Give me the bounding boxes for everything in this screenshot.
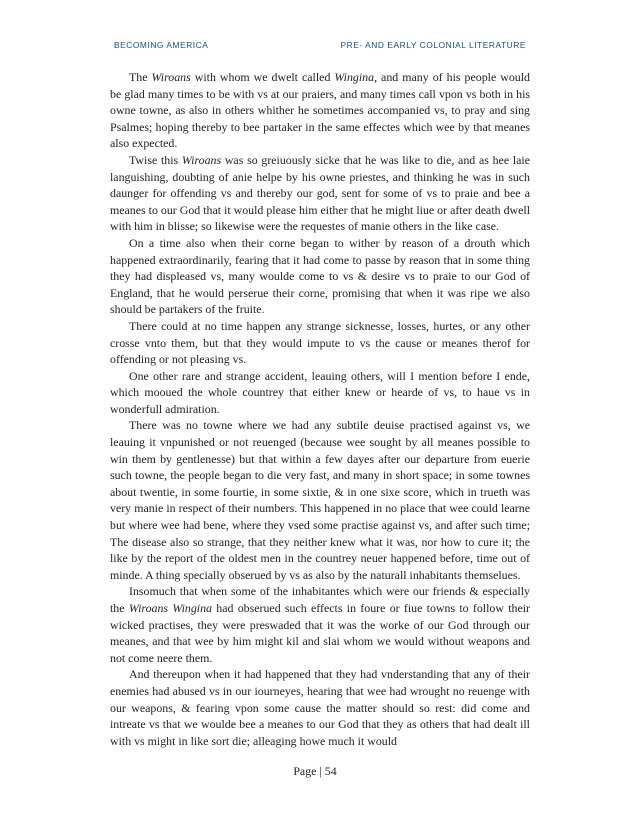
header-book-title: BECOMING AMERICA bbox=[114, 40, 209, 50]
text-run: The bbox=[129, 70, 152, 84]
text-run: One other rare and strange accident, leauing others, will I mention before I ende, which mooued the whole countrey that either knew or hearde of vs, to haue vs in wonderfull admiration. bbox=[110, 368, 530, 416]
italic-text: Wingina bbox=[334, 70, 375, 84]
text-run: There was no towne where we had any subtile deuise practised against vs, we leauing it vnpunished or not reuenged (because wee sought by all meanes possible to win them by gentlenesse) but that within a few dayes after our departure from euerie such towne, the people began to die very fast, and many in short space; in some townes about twentie, in some fourtie, in some sixtie, & in one sixe score, which in trueth was very manie in respect of their numbers. This happened in no place that wee could learne but where wee had bene, where they vsed some practise against vs, and after such time; The disease also so strange, that they neither knew what it was, nor how to cure it; the like by the report of the oldest men in the countrey neuer happened before, time out of minde. A thing specially obserued by vs as also by the naturall inhabitants themselues. bbox=[110, 418, 530, 582]
paragraph bbox=[110, 69, 530, 152]
text-run: , and many of his people would be glad many times to be with vs at our praiers, and many times call vpon vs both in his owne towne, as also in others whither he sometimes accompanied vs, to pray and sing Psalmes; hoping thereby to bee partaker in the same effectes which wee by that meanes also expected. bbox=[110, 70, 530, 151]
paragraph bbox=[110, 417, 530, 583]
page-footer bbox=[0, 764, 630, 779]
page-label: Page bbox=[293, 764, 317, 778]
italic-text: Wiroans bbox=[181, 152, 222, 167]
paragraph bbox=[110, 235, 530, 318]
page-number: 54 bbox=[324, 764, 337, 778]
body-text bbox=[110, 69, 530, 749]
text-run: Insomuch that when some of the inhabitantes which were our friends & especially the bbox=[110, 584, 530, 615]
text-run: had obserued such effects in foure or fiue towns to follow their wicked practises, they were preswaded that it was the worke of our God through our meanes, and that wee by him might kil and slai whom we would without weapons and not come neere them. bbox=[110, 601, 531, 665]
text-run: And thereupon when it had happened that they had vnderstanding that any of their enemies had abused vs in our iourneyes, hearing that wee had wrought no reuenge with our weapons, & fearing vpon some cause the matter should so rest: did come and intreate vs that we woulde bee a meanes to our God that they as others that had dealt ill with vs might in like sort die; alleaging howe much it would bbox=[110, 667, 530, 748]
paragraph bbox=[110, 583, 530, 666]
running-header bbox=[114, 40, 526, 50]
text-run: There could at no time happen any strange sicknesse, losses, hurtes, or any other crosse vnto them, but that they would impute to vs the cause or meanes therof for offending or not pleasing vs. bbox=[110, 318, 530, 367]
text-run: was so greiuously sicke that he was like to die, and as hee laie languishing, doubting of anie helpe by his owne priestes, and thinking he was in such daunger for offending vs and thereby our god, sent for some of vs to praie and bee a meanes to our God that it would please him either that he might liue or after death dwell with him in blisse; so likewise were the requestes of manie others in the like case. bbox=[110, 152, 530, 234]
paragraph bbox=[110, 318, 530, 368]
italic-text: Wiroans Wingina bbox=[128, 601, 212, 615]
header-section-title: PRE- AND EARLY COLONIAL LITERATURE bbox=[340, 40, 526, 50]
page-separator: | bbox=[319, 764, 322, 778]
italic-text: Wiroans bbox=[151, 70, 191, 84]
paragraph bbox=[110, 152, 530, 235]
text-run: Twise this bbox=[129, 152, 182, 167]
paragraph bbox=[110, 666, 530, 749]
text-run: On a time also when their corne began to wither by reason of a drouth which happened extraordinarily, fearing that it had come to passe by reason that in some thing they had displeased vs, many woulde come to vs & desire vs to praie to our God of England, that he would perserue their corne, promising that when it was ripe we also should be partakers of the fruite. bbox=[110, 235, 530, 317]
paragraph bbox=[110, 368, 530, 418]
text-run: with whom we dwelt called bbox=[190, 70, 335, 84]
